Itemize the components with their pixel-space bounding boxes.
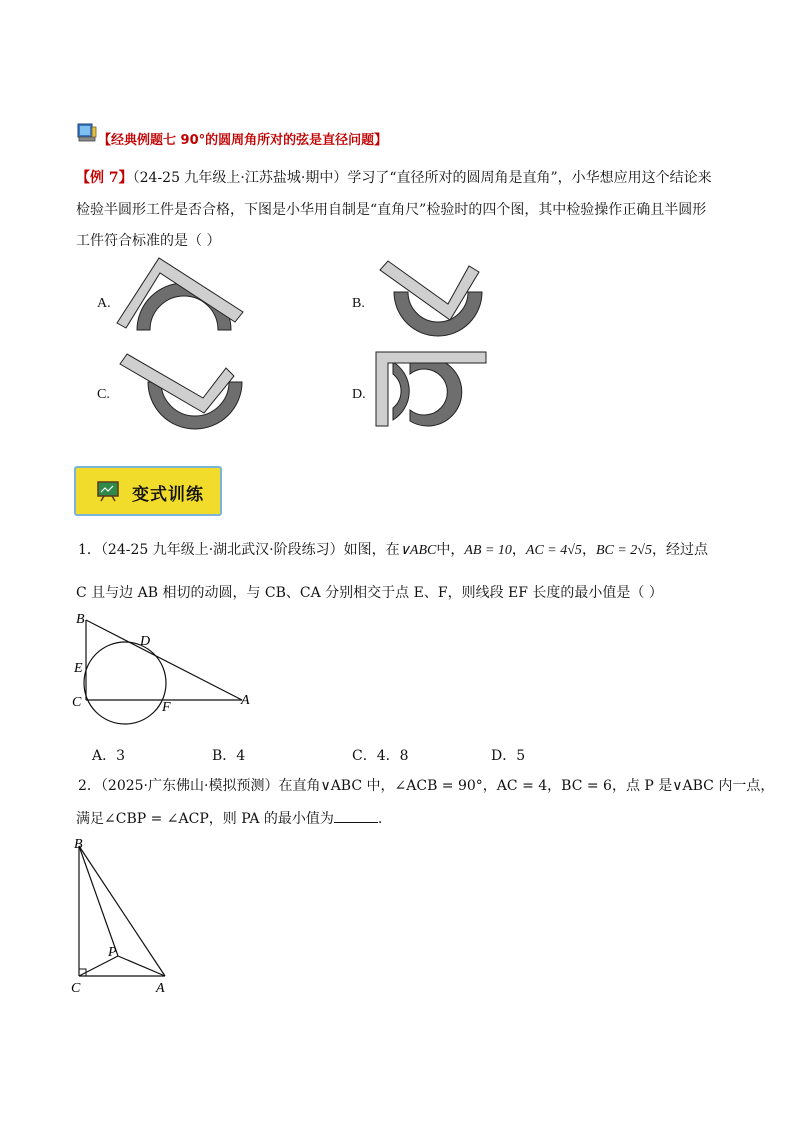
- label-p-2: P: [108, 945, 117, 960]
- problem1-bc: BC = 2√5: [595, 543, 652, 558]
- moving-circle: [84, 642, 166, 724]
- label-a-2: A: [156, 981, 165, 996]
- problem1-num: 1．: [78, 542, 101, 558]
- label-a: A: [241, 693, 250, 708]
- choice-c: C．4．8: [352, 748, 409, 764]
- problem1-ac: AC = 4√5: [525, 543, 582, 558]
- choice-d: D．5: [491, 748, 526, 764]
- problem1-source: （24-25 九年级上·湖北武汉·阶段练习）如图，在: [100, 542, 400, 558]
- figure-c: [118, 350, 243, 430]
- figure-d-semicircle: [393, 362, 409, 420]
- segment-bp: [79, 846, 118, 956]
- label-d: D: [140, 634, 151, 649]
- figure-d-ring: [410, 358, 462, 426]
- example-line-1: [76, 168, 712, 188]
- label-b: B: [76, 612, 85, 627]
- problem1-mid: 中，: [436, 542, 465, 558]
- option-c-label: C.: [97, 387, 110, 402]
- figure-b: [372, 258, 492, 338]
- problem1-line-1: 1．（24-25 九年级上·湖北武汉·阶段练习）如图，在∨ABC中，AB = 10，AC = 4√5，BC = 2√5，经过点: [78, 542, 708, 558]
- choice-b: B．4: [212, 748, 246, 764]
- option-b-label: B.: [352, 296, 365, 311]
- problem1-figure: [70, 610, 260, 755]
- banner-label: 变式训练: [132, 485, 204, 505]
- problem2-line-2: [76, 808, 382, 829]
- label-e: E: [74, 661, 83, 676]
- problem2-period: .: [377, 811, 383, 827]
- label-b-2: B: [74, 837, 83, 852]
- example-tag: 【例 7】: [76, 170, 133, 186]
- label-c: C: [72, 695, 82, 710]
- label-f: F: [162, 700, 171, 715]
- problem1-tail: ，经过点: [651, 542, 708, 558]
- segment-ab-2: [79, 846, 165, 976]
- figure-c-square: [120, 354, 234, 413]
- problem2-text-2: 满足∠CBP = ∠ACP，则 PA 的最小值为: [76, 811, 334, 827]
- example-line-3: 工件符合标准的是（ ）: [76, 233, 221, 249]
- answer-blank[interactable]: [334, 808, 378, 823]
- option-a-label: A.: [97, 296, 111, 311]
- choice-a: A．3: [92, 748, 126, 764]
- blackboard-icon: [96, 480, 120, 502]
- problem2-num: 2．: [78, 778, 101, 794]
- practice-banner: [74, 466, 222, 516]
- problem1-ab: AB = 10: [464, 543, 512, 558]
- example-text-1: （24-25 九年级上·江苏盐城·期中）学习了“直径所对的圆周角是直角”，小华想应用这个结论来: [132, 170, 712, 186]
- label-c-2: C: [71, 981, 81, 996]
- figure-d: [372, 350, 490, 430]
- figure-a: [115, 255, 250, 335]
- option-d-label: D.: [352, 387, 366, 402]
- problem2-line-1: [78, 776, 774, 796]
- problem1-triangle: ∨ABC: [399, 543, 437, 558]
- section-title: 【经典例题七 90°的圆周角所对的弦是直径问题】: [98, 133, 388, 148]
- segment-ab: [86, 620, 242, 700]
- example-line-2: 检验半圆形工件是否合格，下图是小华用自制是“直角尺”检验时的四个图，其中检验操作正确且半圆形: [76, 202, 707, 218]
- problem2-figure: [68, 834, 178, 999]
- problem2-text-1: （2025·广东佛山·模拟预测）在直角∨ABC 中，∠ACB = 90°，AC = 4，BC = 6，点 P 是∨ABC 内一点，: [100, 778, 775, 794]
- problem1-line-2: C 且与边 AB 相切的动圆，与 CB、CA 分别相交于点 E、F，则线段 EF 长度的最小值是（ ）: [76, 585, 663, 601]
- book-icon: [76, 121, 98, 143]
